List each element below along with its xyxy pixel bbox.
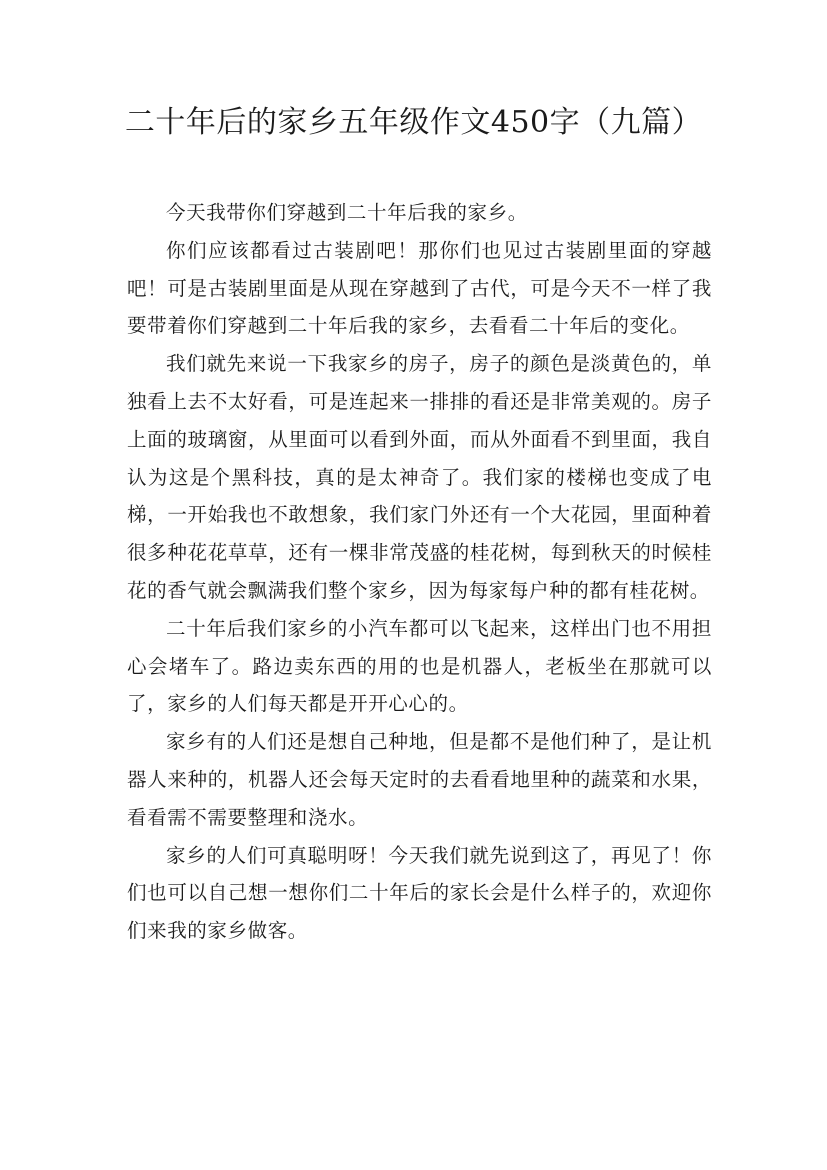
paragraph-3: 我们就先来说一下我家乡的房子，房子的颜色是淡黄色的，单独看上去不太好看，可是连起来一排排的看还是非常美观的。房子上面的玻璃窗，从里面可以看到外面，而从外面看不到里面，我自认为这是个黑科技，真的是太神奇了。我们家的楼梯也变成了电梯，一开始我也不敢想象，我们家门外还有一个大花园，里面种着很多种花花草草，还有一棵非常茂盛的桂花树，每到秋天的时候桂花的香气就会飘满我们整个家乡，因为每家每户种的都有桂花树。 [127,352,712,602]
document-body [127,194,712,950]
paragraph-5: 家乡有的人们还是想自己种地，但是都不是他们种了，是让机器人来种的，机器人还会每天定时的去看看地里种的蔬菜和水果，看看需不需要整理和浇水。 [127,730,712,829]
paragraph-1: 今天我带你们穿越到二十年后我的家乡。 [166,201,528,224]
paragraph-2: 你们应该都看过古装剧吧！那你们也见过古装剧里面的穿越吧！可是古装剧里面是从现在穿越到了古代，可是今天不一样了我要带着你们穿越到二十年后我的家乡，去看看二十年后的变化。 [127,238,712,338]
paragraph-6: 家乡的人们可真聪明呀！今天我们就先说到这了，再见了！你们也可以自己想一想你们二十年后的家长会是什么样子的，欢迎你们来我的家乡做客。 [127,843,712,943]
paragraph-4: 二十年后我们家乡的小汽车都可以飞起来，这样出门也不用担心会堵车了。路边卖东西的用的也是机器人，老板坐在那就可以了，家乡的人们每天都是开开心心的。 [127,616,712,716]
document-title: 二十年后的家乡五年级作文450字（九篇） [124,105,703,140]
